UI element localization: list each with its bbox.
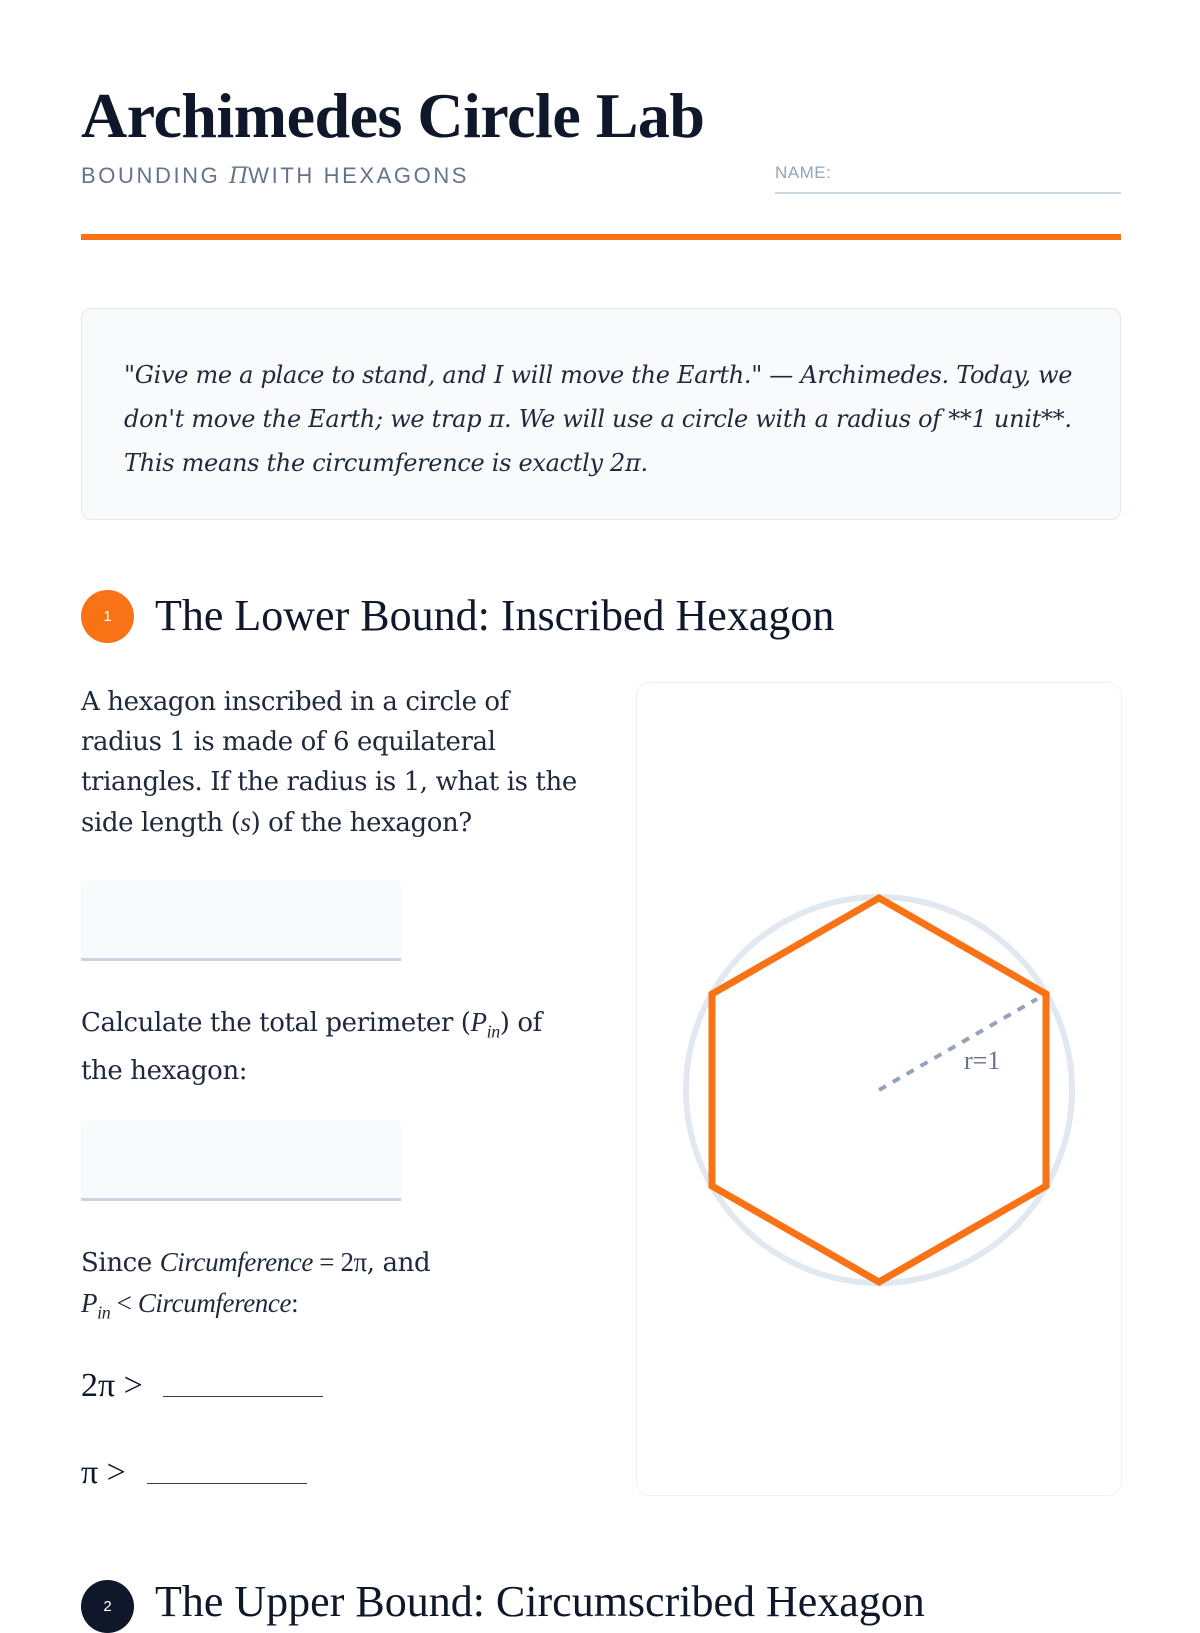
subtitle-pi-symbol: Π: [229, 164, 249, 189]
radius-line: [879, 999, 1037, 1090]
radius-label: r=1: [964, 1046, 1001, 1075]
question-side-length: [81, 682, 581, 843]
header-divider: [81, 234, 1121, 240]
math-variable: $P_{in}$: [470, 1007, 500, 1042]
page-title: Archimedes Circle Lab: [81, 80, 705, 151]
section-2-badge: 2: [81, 1580, 134, 1633]
math-colon: :: [291, 1288, 299, 1318]
inequality-pi: π >: [81, 1454, 126, 1491]
inequality-2pi-blank[interactable]: [163, 1396, 323, 1397]
section-2-title: The Upper Bound: Circumscribed Hexagon: [155, 1577, 925, 1626]
since-statement: [81, 1242, 601, 1332]
side-length-answer-input[interactable]: [81, 881, 401, 961]
question-text: Calculate the total perimeter (: [81, 1008, 471, 1038]
since-text: , and: [366, 1248, 431, 1278]
math-circumference: Circumference: [137, 1288, 292, 1318]
question-perimeter: [81, 1002, 581, 1091]
name-label: NAME:: [775, 163, 832, 182]
math-perimeter: $P_{in}$: [81, 1288, 111, 1323]
hexagon-diagram-card: [636, 682, 1122, 1496]
question-text: ) of the hexagon:: [81, 1008, 542, 1087]
question-text: A hexagon inscribed in a circle of radius 1 is made of 6 equilateral triangles. If the radius is 1, what is the side length (: [81, 687, 577, 838]
section-1-badge: 1: [81, 590, 134, 643]
inequality-2pi: 2π >: [81, 1367, 143, 1404]
subtitle-part: WITH HEXAGONS: [248, 163, 470, 188]
math-less-than: <: [110, 1288, 138, 1318]
math-circumference: Circumference: [159, 1247, 313, 1277]
inequality-pi-blank[interactable]: [147, 1483, 307, 1484]
page-subtitle: [81, 163, 469, 189]
perimeter-answer-input[interactable]: [81, 1121, 401, 1201]
question-text: ) of the hexagon?: [250, 808, 472, 838]
intro-text: "Give me a place to stand, and I will move the Earth." — Archimedes. Today, we don't move the Earth; we trap π. We will use a circle with a radius of **1 unit**. This means the circumference is exactly 2π.: [124, 361, 1073, 477]
intro-quote-box: [81, 308, 1121, 520]
math-equals: = 2π: [312, 1247, 367, 1277]
math-variable: s: [240, 807, 251, 837]
name-field[interactable]: [775, 160, 1121, 194]
inscribed-hexagon-diagram: [637, 683, 1123, 1497]
subtitle-part: BOUNDING: [81, 163, 230, 188]
section-1-title: The Lower Bound: Inscribed Hexagon: [155, 591, 835, 640]
since-text: Since: [81, 1248, 160, 1278]
